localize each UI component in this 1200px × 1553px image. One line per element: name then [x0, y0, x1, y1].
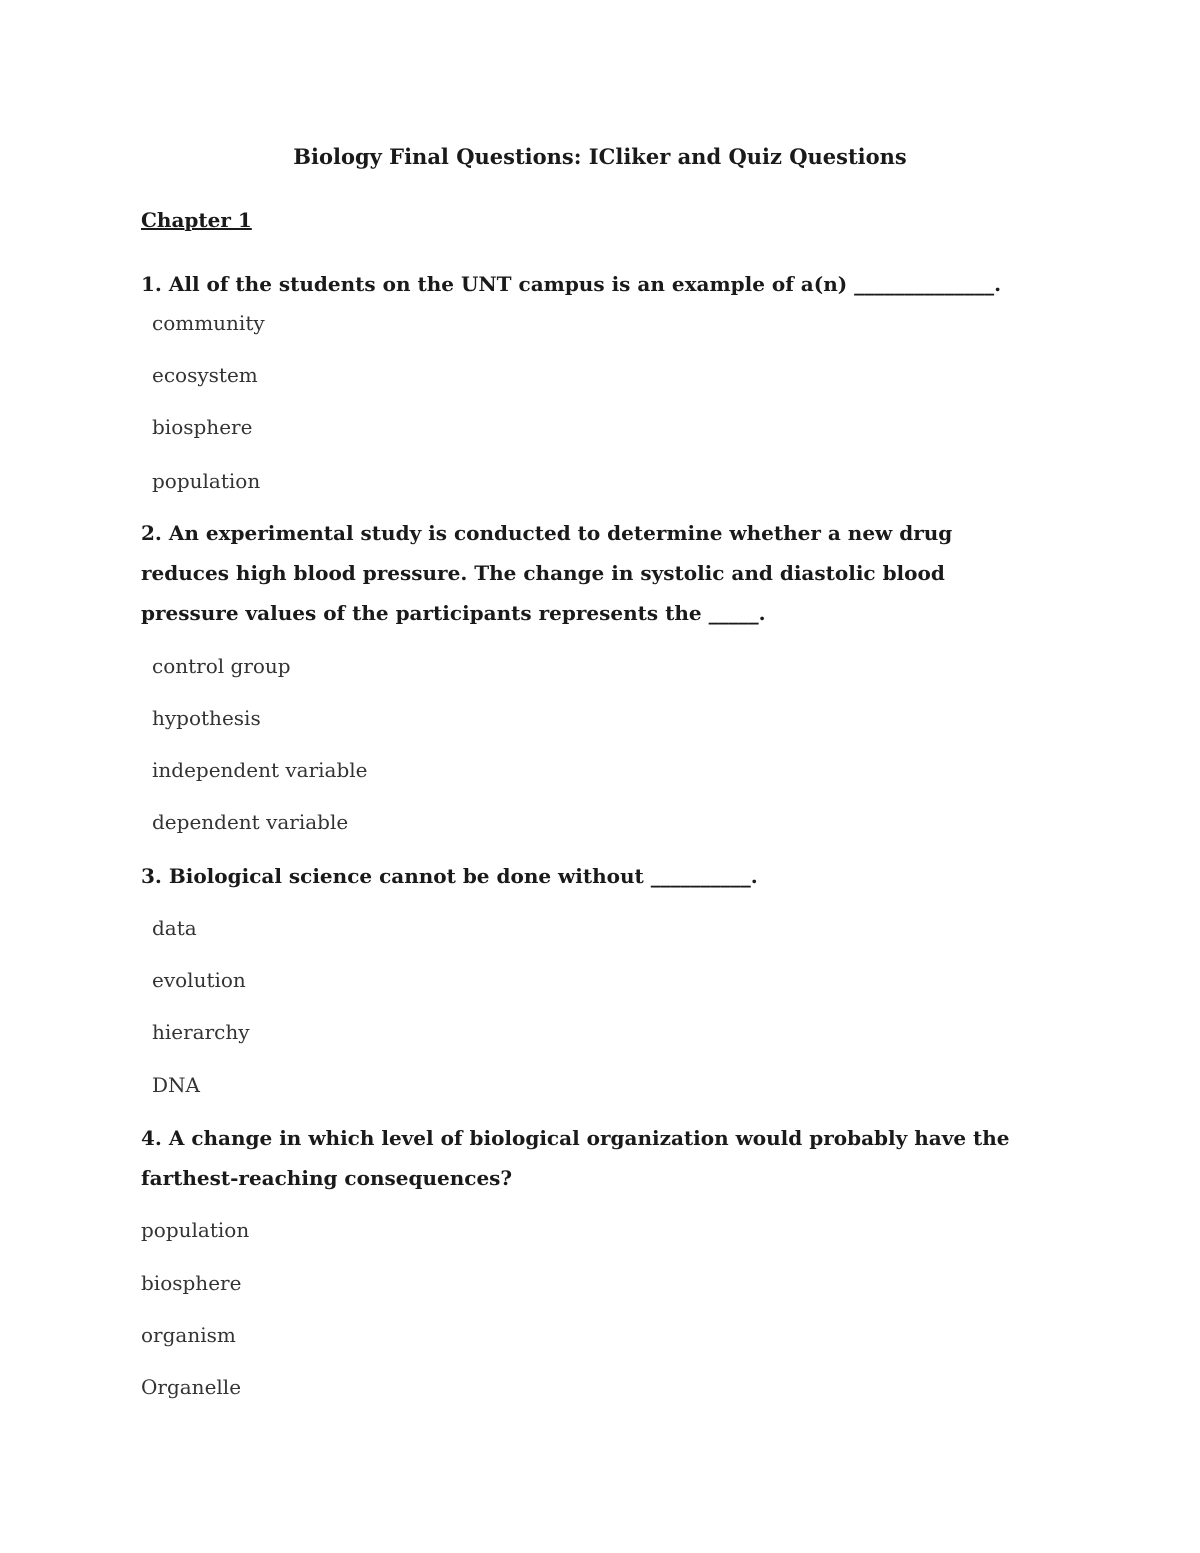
question-2-option-2: hypothesis — [152, 706, 261, 730]
question-4-option-2: biosphere — [141, 1271, 242, 1295]
question-4: 4. A change in which level of biological organization would probably have the farthest-reaching consequences? — [141, 1126, 1010, 1190]
question-2: 2. An experimental study is conducted to determine whether a new drug reduces high blood pressure. The change in systolic and diastolic blood pressure values of the participants represents the _____. — [141, 521, 953, 625]
question-2-option-1: control group — [152, 654, 291, 678]
question-1: 1. All of the students on the UNT campus is an example of a(n) ______________. — [141, 272, 1002, 296]
question-2-option-3: independent variable — [152, 758, 368, 782]
question-4-option-1: population — [141, 1218, 250, 1242]
question-3: 3. Biological science cannot be done without __________. — [141, 864, 758, 888]
question-3-option-3: hierarchy — [152, 1020, 250, 1044]
question-1-option-1: community — [152, 311, 265, 335]
question-4-option-3: organism — [141, 1323, 236, 1347]
question-3-option-1: data — [152, 916, 197, 940]
question-2-option-4: dependent variable — [152, 810, 349, 834]
page-title: Biology Final Questions: ICliker and Quiz Questions — [293, 144, 907, 169]
question-1-option-3: biosphere — [152, 415, 253, 439]
question-4-option-4: Organelle — [141, 1375, 242, 1399]
question-3-option-2: evolution — [152, 968, 246, 992]
question-1-option-4: population — [152, 469, 261, 493]
question-3-option-4: DNA — [152, 1073, 200, 1097]
question-1-option-2: ecosystem — [152, 363, 258, 387]
chapter-heading: Chapter 1 — [141, 208, 252, 232]
